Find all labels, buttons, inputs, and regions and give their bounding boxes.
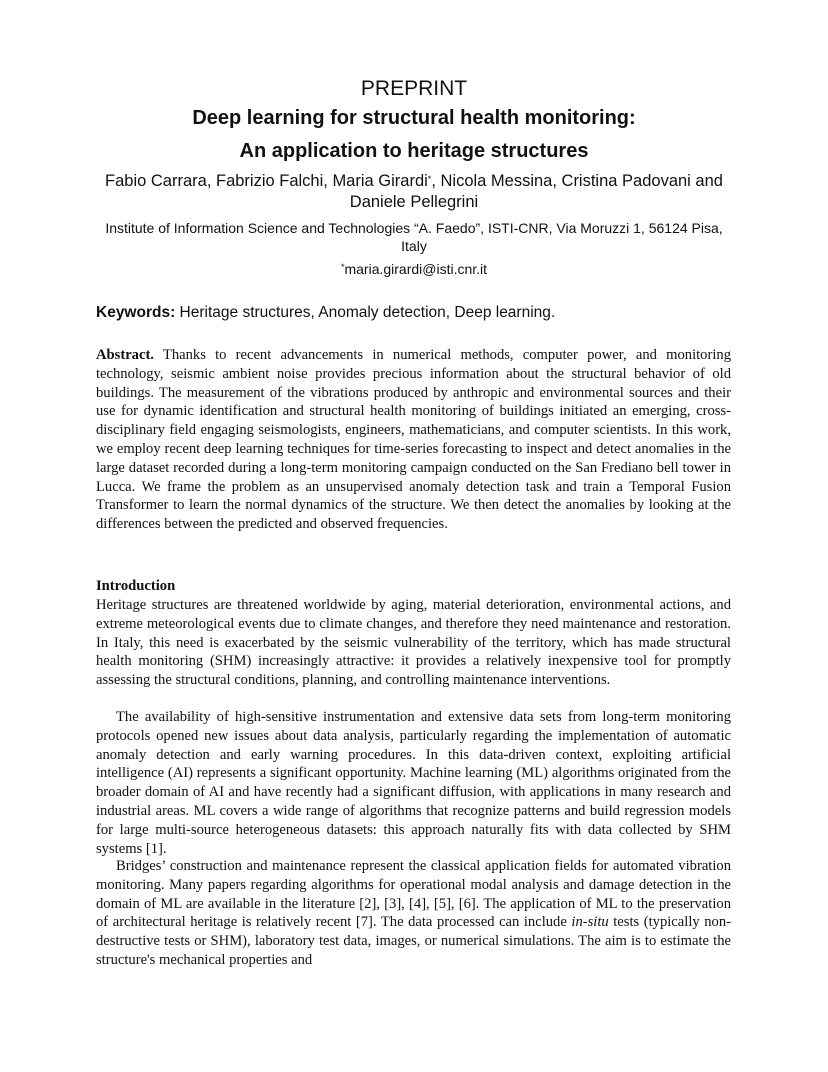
email-address[interactable]: maria.girardi@isti.cnr.it	[344, 261, 488, 277]
intro-paragraph-1: Heritage structures are threatened worldwide by aging, material deterioration, environmental actions, and extreme meteorological events due to climate changes, and therefore they need maintenance and restoration. In Italy, this need is exacerbated by the seismic vulnerability of the territory, which has made structural health monitoring (SHM) increasingly attractive: it provides a relatively inexpensive tool for promptly assessing the structural conditions, planning, and controlling maintenance interventions.	[96, 597, 731, 689]
abstract-text: Thanks to recent advancements in numerical methods, computer power, and monitoring technology, seismic ambient noise provides precious information about the structural behavior of old buildings. The measurement of the vibrations produced by anthropic and environmental sources and their use for dynamic identification and structural health monitoring of buildings initiated an emerging, cross-disciplinary field engaging seismologists, engineers, mathematicians, and computer scientists. In this work, we employ recent deep learning techniques for time-series forecasting to inspect and detect anomalies in the large dataset recorded during a long-term monitoring campaign conducted on the San Frediano bell tower in Lucca. We frame the problem as an unsupervised anomaly detection task and train a Temporal Fusion Transformer to learn the normal dynamics of the structure. We then detect the anomalies by looking at the differences between the predicted and observed frequencies.	[96, 347, 731, 533]
abstract	[96, 346, 731, 534]
affiliation: Institute of Information Science and Technologies “A. Faedo”, ISTI-CNR, Via Moruzzi 1, 56124 Pisa, Italy	[105, 220, 723, 254]
author-list	[90, 171, 738, 213]
contact-email	[0, 260, 828, 278]
keywords-label: Keywords:	[96, 304, 176, 321]
paper-title-line-2: An application to heritage structures	[239, 140, 589, 162]
keywords	[96, 303, 736, 323]
keywords-text: Heritage structures, Anomaly detection, Deep learning.	[175, 304, 556, 321]
authors-part-2: , Nicola Messina, Cristina Padovani and Daniele Pellegrini	[349, 172, 723, 211]
intro-paragraph-3-a: Bridges’ construction and maintenance represent the classical application fields for automated vibration monitoring. Many papers regarding algorithms for operational modal analysis and damage detection in the domain of ML are available in the literature [2], [3], [4], [5], [6]. The application of ML to the preservation of architectural heritage is relatively recent [7]. The data processed can include	[96, 858, 731, 931]
preprint-label: PREPRINT	[360, 77, 468, 100]
intro-paragraph-2: The availability of high-sensitive instrumentation and extensive data sets from long-term monitoring protocols opened new issues about data analysis, particularly regarding the implementation of automatic anomaly detection and early warning procedures. In this data-driven context, exploiting artificial intelligence (AI) represents a significant opportunity. Machine learning (ML) algorithms originated from the broader domain of AI and have recently had a significant diffusion, with applications in many research and industrial areas. ML covers a wide range of algorithms that recognize patterns and build regression models for large multi-source heterogeneous datasets: this approach naturally fits with data collected by SHM systems [1].	[96, 709, 731, 857]
abstract-label: Abstract.	[96, 347, 154, 363]
paper-title-line-1: Deep learning for structural health monitoring:	[192, 107, 636, 129]
section-heading-introduction: Introduction	[96, 578, 176, 594]
email-mark: *	[340, 262, 345, 272]
authors-part-1: Fabio Carrara, Fabrizio Falchi, Maria Girardi	[105, 172, 428, 190]
intro-paragraph-3-italic: in-situ	[571, 914, 609, 931]
intro-paragraph-3-b: tests (typically non-destructive tests or SHM), laboratory test data, images, or numerical simulations. The aim is to estimate the structure's mechanical properties and	[96, 914, 731, 968]
intro-paragraph-3	[96, 857, 731, 970]
corresponding-author-mark: *	[427, 174, 432, 184]
